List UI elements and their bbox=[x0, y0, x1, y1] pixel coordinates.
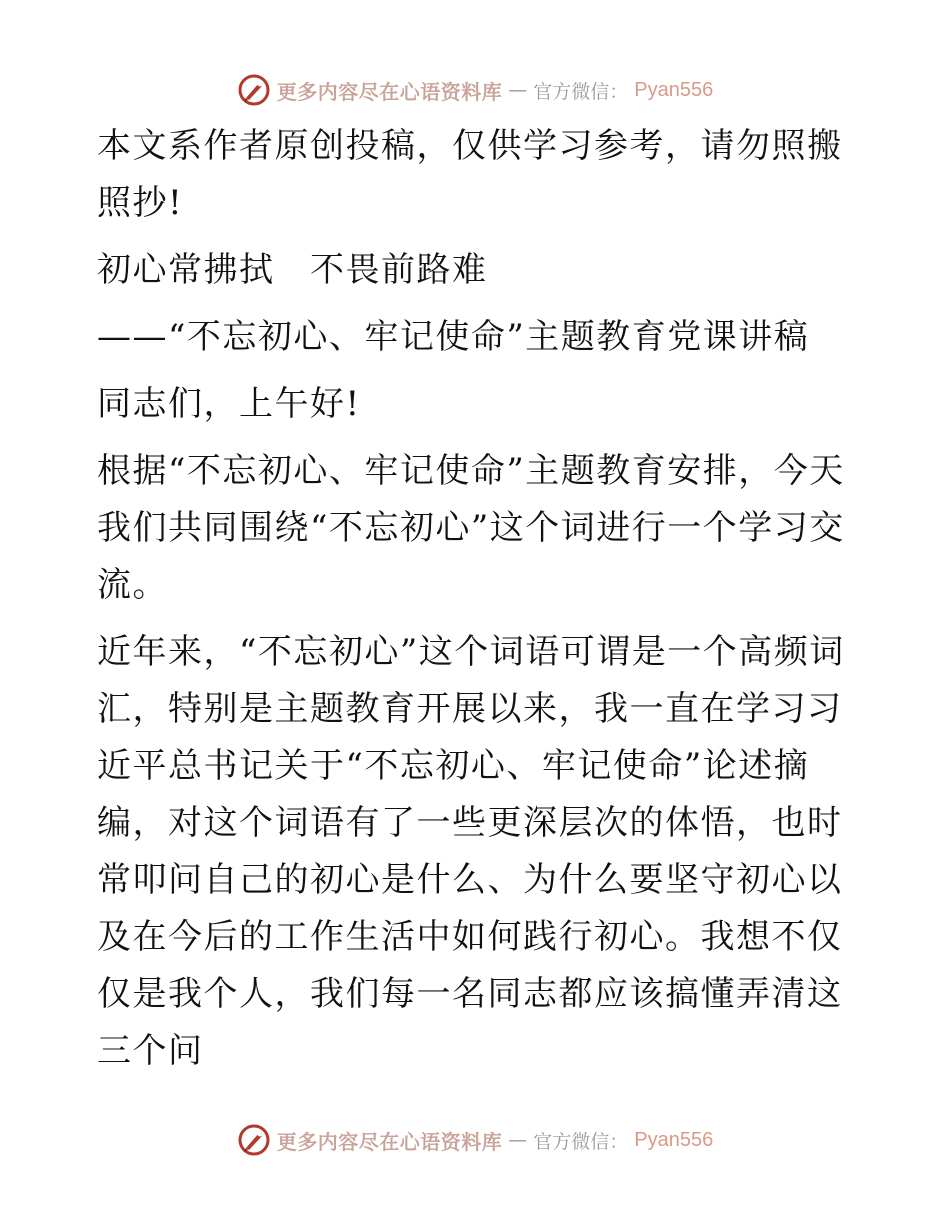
header-watermark bbox=[237, 73, 713, 107]
paragraph-1: 根据“不忘初心、牢记使命”主题教育安排，今天我们共同围绕“不忘初心”这个词进行一个学习交流。 bbox=[97, 451, 845, 605]
document-subtitle: ——“不忘初心、牢记使命”主题教育党课讲稿 bbox=[97, 317, 810, 357]
copyright-notice: 本文系作者原创投稿，仅供学习参考，请勿照搬照抄! bbox=[97, 126, 843, 223]
page-footer bbox=[0, 1120, 950, 1160]
pen-seal-icon bbox=[237, 1123, 271, 1157]
watermark-wechat-label: 官方微信： bbox=[533, 1130, 629, 1153]
watermark-text: 更多内容尽在心语资料库 bbox=[276, 79, 503, 104]
footer-watermark bbox=[237, 1123, 713, 1157]
watermark-wechat-id: Pyan556 bbox=[634, 78, 714, 101]
pen-seal-icon bbox=[237, 73, 271, 107]
document-title: 初心常拂拭 不畏前路难 bbox=[97, 250, 488, 290]
watermark-wechat-id: Pyan556 bbox=[634, 1128, 714, 1151]
watermark-separator: — bbox=[508, 1129, 528, 1151]
page-header bbox=[0, 70, 950, 110]
greeting: 同志们，上午好! bbox=[97, 384, 361, 424]
watermark-text: 更多内容尽在心语资料库 bbox=[276, 1129, 503, 1154]
paragraph-2: 近年来，“不忘初心”这个词语可谓是一个高频词汇，特别是主题教育开展以来，我一直在学习习近平总书记关于“不忘初心、牢记使命”论述摘编，对这个词语有了一些更深层次的体悟，也时常叩问自己的初心是什么、为什么要坚守初心以及在今后的工作生活中如何践行初心。我想不仅仅是我个人，我们每一名同志都应该搞懂弄清这三个问 bbox=[97, 632, 845, 1071]
document-body bbox=[97, 118, 857, 1090]
watermark-separator: — bbox=[508, 79, 528, 101]
watermark-wechat-label: 官方微信： bbox=[533, 80, 629, 103]
